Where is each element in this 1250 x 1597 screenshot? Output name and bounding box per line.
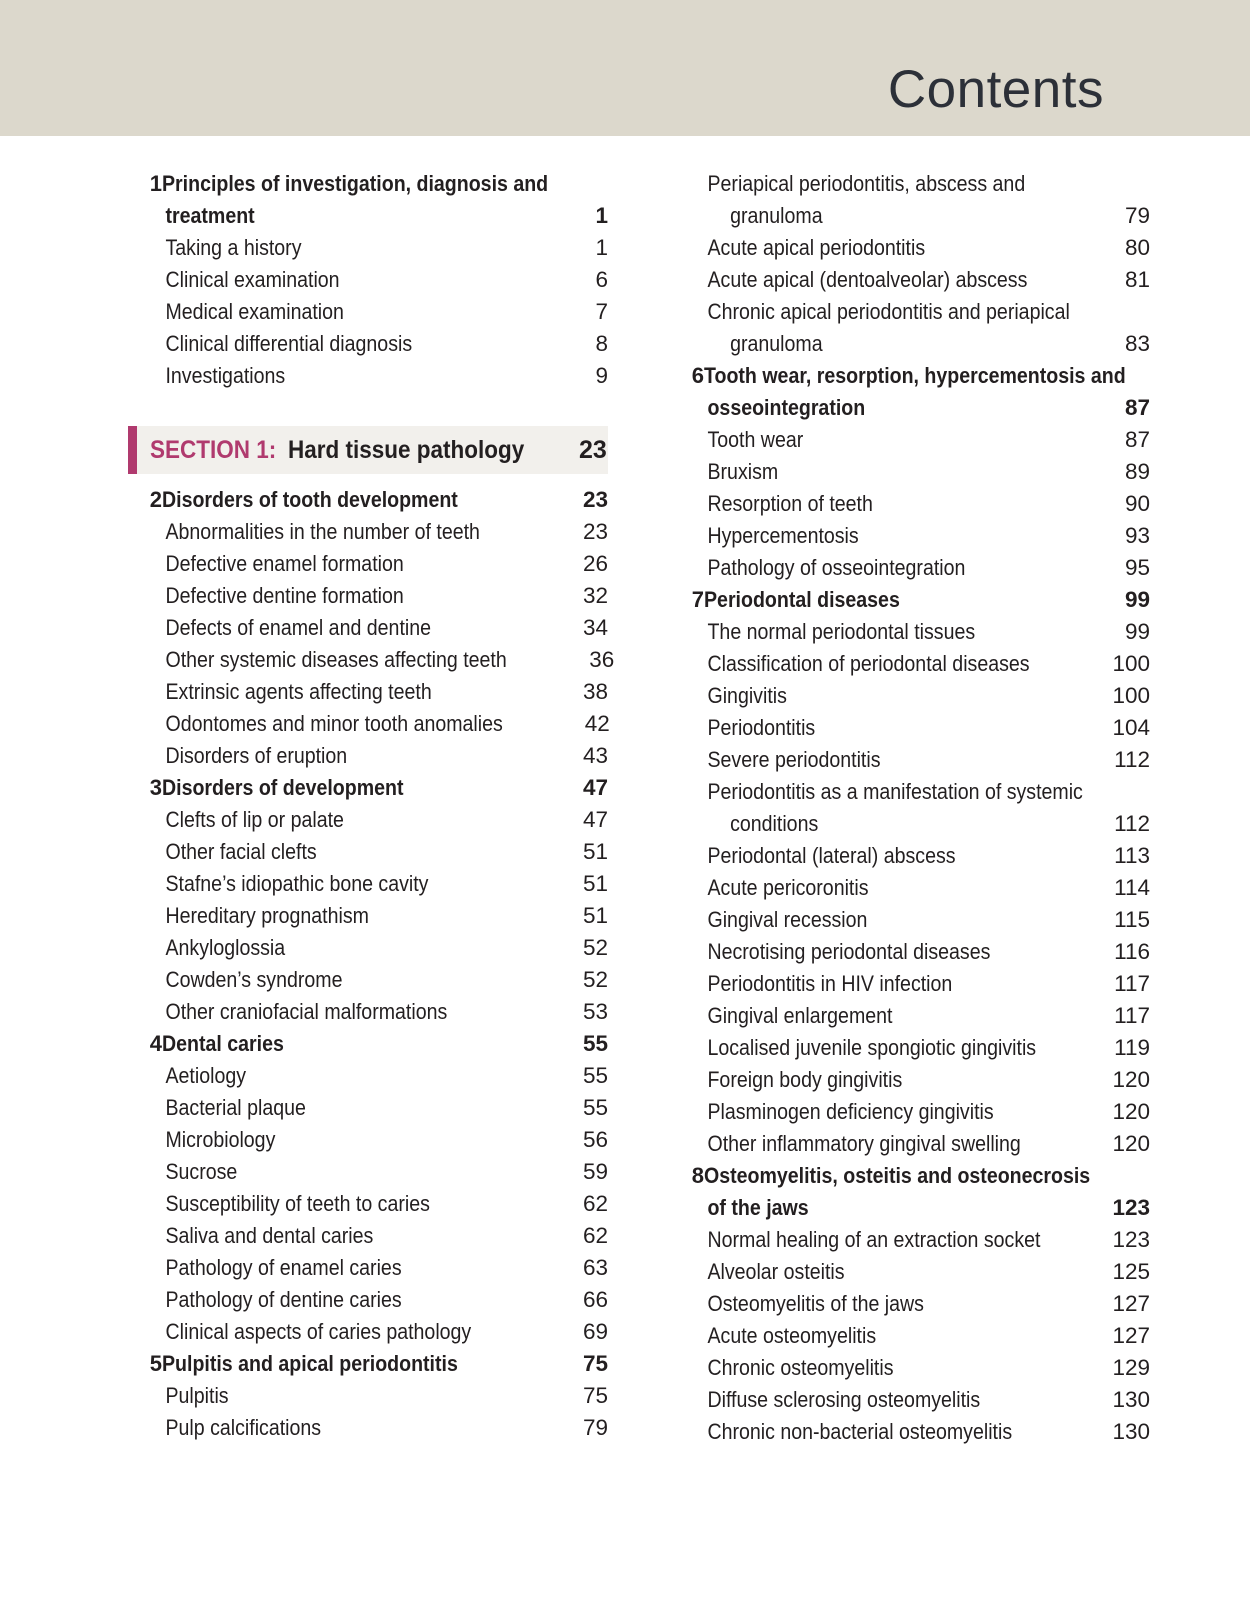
toc-entry-row[interactable] [670,744,1150,776]
toc-page-number: 62 [582,1191,608,1216]
toc-entry-label-acute-osteomyelitis: Acute osteomyelitis [707,1323,877,1348]
toc-page-number: 81 [1124,267,1150,292]
toc-page-number: 116 [1114,939,1150,964]
toc-entry-label-pathology-of-dentine-caries: Pathology of dentine caries [165,1287,402,1312]
toc-entry-label-granuloma: granuloma [730,331,823,356]
toc-entry-label-acute-pericoronitis: Acute pericoronitis [707,875,869,900]
toc-entry-label-disorders-of-tooth-development: Disorders of tooth development [162,487,458,512]
toc-page-number: 100 [1112,683,1150,708]
toc-page-number: 1 [595,203,608,228]
toc-chapter-row[interactable] [128,484,608,516]
toc-entry-row[interactable] [128,708,608,740]
toc-entry-label-principles-of-investigation-diagnosis-and: Principles of investigation, diagnosis and [162,171,549,196]
toc-page-number: 51 [582,871,608,896]
toc-chapter-number: 2 [149,487,162,512]
toc-page-number: 32 [582,583,608,608]
toc-page-number: 47 [582,807,608,832]
toc-entry-label-aetiology: Aetiology [165,1063,247,1088]
toc-page-number: 36 [589,647,615,672]
toc-chapter-row[interactable] [670,1160,1150,1192]
toc-entry-label-abnormalities-in-the-number-of-teeth: Abnormalities in the number of teeth [165,519,480,544]
section-banner[interactable] [128,426,608,474]
toc-page-number: 55 [582,1095,608,1120]
toc-page-number: 120 [1112,1067,1150,1092]
toc-page-number: 7 [595,299,608,324]
toc-entry-row[interactable] [128,1188,608,1220]
toc-entry-label-microbiology: Microbiology [165,1127,276,1152]
toc-page-number: 127 [1112,1291,1150,1316]
toc-entry-row[interactable] [670,1352,1150,1384]
toc-entry-row[interactable] [670,776,1150,808]
toc-page-number: 26 [582,551,608,576]
toc-entry-row[interactable] [670,904,1150,936]
toc-page-number: 83 [1124,331,1150,356]
toc-entry-row[interactable] [128,264,608,296]
toc-entry-label-necrotising-periodontal-diseases: Necrotising periodontal diseases [707,939,991,964]
toc-entry-row[interactable] [128,548,608,580]
toc-chapter-number: 3 [149,775,162,800]
toc-entry-label-of-the-jaws: of the jaws [707,1195,809,1220]
toc-entry-label-defective-dentine-formation: Defective dentine formation [165,583,404,608]
toc-entry-row[interactable] [128,1156,608,1188]
toc-column-left [128,168,615,1448]
toc-entry-row[interactable] [128,1220,608,1252]
toc-chapter-row[interactable] [670,584,1150,616]
toc-page-number: 51 [582,839,608,864]
toc-entry-row[interactable] [670,552,1150,584]
toc-entry-row[interactable] [128,360,608,392]
toc-page-number: 117 [1114,971,1150,996]
toc-entry-label-defects-of-enamel-and-dentine: Defects of enamel and dentine [165,615,432,640]
toc-page-number: 69 [582,1319,608,1344]
toc-entry-label-alveolar-osteitis: Alveolar osteitis [707,1259,845,1284]
toc-entry-label-pulpitis-and-apical-periodontitis: Pulpitis and apical periodontitis [162,1351,458,1376]
toc-entry-label-hypercementosis: Hypercementosis [707,523,859,548]
toc-entry-label-other-systemic-diseases-affecting-teeth: Other systemic diseases affecting teeth [165,647,507,672]
toc-page-number: 52 [582,935,608,960]
toc-entry-label-investigations: Investigations [165,363,286,388]
toc-entry-label-chronic-apical-periodontitis-and-periapical: Chronic apical periodontitis and periapical [707,299,1070,324]
toc-page-number: 130 [1112,1387,1150,1412]
toc-entry-row[interactable] [128,964,608,996]
toc-entry-row[interactable] [670,424,1150,456]
toc-entry-label-pulp-calcifications: Pulp calcifications [165,1415,322,1440]
toc-entry-label-clinical-differential-diagnosis: Clinical differential diagnosis [165,331,413,356]
toc-entry-label-periodontitis: Periodontitis [707,715,816,740]
toc-entry-row[interactable] [128,296,608,328]
toc-page-number: 1 [595,235,608,260]
toc-chapter-number: 5 [149,1351,162,1376]
toc-entry-label-periodontitis-in-hiv-infection: Periodontitis in HIV infection [707,971,953,996]
toc-chapter-number: 1 [149,171,162,196]
toc-entry-label-tooth-wear: Tooth wear [707,427,804,452]
toc-entry-row[interactable] [670,1384,1150,1416]
toc-entry-row[interactable] [670,840,1150,872]
toc-entry-row[interactable] [128,676,608,708]
toc-entry-label-extrinsic-agents-affecting-teeth: Extrinsic agents affecting teeth [165,679,432,704]
toc-page-number: 75 [582,1351,608,1376]
toc-entry-row[interactable] [128,1380,608,1412]
toc-entry-row[interactable] [670,1064,1150,1096]
toc-entry-row[interactable] [128,1060,608,1092]
toc-entry-label-other-facial-clefts: Other facial clefts [165,839,317,864]
toc-entry-label-osteomyelitis-of-the-jaws: Osteomyelitis of the jaws [707,1291,924,1316]
toc-entry-label-sucrose: Sucrose [165,1159,238,1184]
toc-entry-row[interactable] [128,328,608,360]
toc-entry-label-taking-a-history: Taking a history [165,235,302,260]
toc-entry-label-stafne-s-idiopathic-bone-cavity: Stafne’s idiopathic bone cavity [165,871,429,896]
toc-page-number: 95 [1124,555,1150,580]
toc-page-number: 55 [582,1031,608,1056]
toc-entry-row[interactable] [128,580,608,612]
toc-entry-row[interactable] [670,712,1150,744]
toc-chapter-number: 4 [149,1031,162,1056]
toc-entry-label-odontomes-and-minor-tooth-anomalies: Odontomes and minor tooth anomalies [165,711,503,736]
toc-chapter-row[interactable] [128,200,608,232]
toc-entry-row[interactable] [670,936,1150,968]
toc-entry-label-periodontitis-as-a-manifestation-of-systemic: Periodontitis as a manifestation of systemic [707,779,1083,804]
toc-entry-label-severe-periodontitis: Severe periodontitis [707,747,881,772]
toc-page-number: 79 [1124,203,1150,228]
toc-page-number: 63 [582,1255,608,1280]
toc-entry-row[interactable] [128,232,608,264]
toc-entry-row[interactable] [670,168,1150,200]
toc-entry-row[interactable] [670,872,1150,904]
toc-entry-row[interactable] [128,1412,608,1444]
toc-entry-row[interactable] [670,1224,1150,1256]
toc-entry-label-clinical-examination: Clinical examination [165,267,340,292]
toc-entry-label-acute-apical-dentoalveolar-abscess: Acute apical (dentoalveolar) abscess [707,267,1028,292]
toc-chapter-number: 8 [691,1163,704,1188]
toc-entry-label-osseointegration: osseointegration [707,395,866,420]
toc-entry-label-disorders-of-eruption: Disorders of eruption [165,743,348,768]
toc-page-number: 62 [582,1223,608,1248]
toc-page-number: 112 [1114,747,1150,772]
toc-entry-label-chronic-osteomyelitis: Chronic osteomyelitis [707,1355,894,1380]
toc-entry-row[interactable] [128,1316,608,1348]
toc-entry-label-ankyloglossia: Ankyloglossia [165,935,286,960]
toc-page-number: 123 [1112,1195,1150,1220]
toc-entry-label-periapical-periodontitis-abscess-and: Periapical periodontitis, abscess and [707,171,1026,196]
toc-page-number: 100 [1112,651,1150,676]
toc-entry-row[interactable] [670,296,1150,328]
toc-entry-label-disorders-of-development: Disorders of development [162,775,404,800]
toc-page-number: 117 [1114,1003,1150,1028]
toc-page-number: 51 [582,903,608,928]
toc-page-number: 90 [1124,491,1150,516]
toc-entry-row[interactable] [128,1124,608,1156]
toc-page-number: 120 [1112,1131,1150,1156]
toc-entry-label-gingival-enlargement: Gingival enlargement [707,1003,893,1028]
toc-page-number: 125 [1112,1259,1150,1284]
toc-entry-label-periodontal-diseases: Periodontal diseases [704,587,900,612]
toc-entry-label-pathology-of-osseointegration: Pathology of osseointegration [707,555,966,580]
toc-entry-row[interactable] [670,232,1150,264]
toc-entry-label-the-normal-periodontal-tissues: The normal periodontal tissues [707,619,976,644]
toc-entry-label-resorption-of-teeth: Resorption of teeth [707,491,873,516]
toc-entry-row[interactable] [670,520,1150,552]
section-title: Hard tissue pathology [288,435,525,464]
toc-page-number: 89 [1124,459,1150,484]
toc-entry-label-dental-caries: Dental caries [162,1031,284,1056]
toc-entry-label-clinical-aspects-of-caries-pathology: Clinical aspects of caries pathology [165,1319,472,1344]
toc-page-number: 130 [1112,1419,1150,1444]
toc-entry-row[interactable] [670,488,1150,520]
toc-page-number: 8 [595,331,608,356]
toc-page-number: 119 [1114,1035,1150,1060]
toc-entry-label-chronic-non-bacterial-osteomyelitis: Chronic non-bacterial osteomyelitis [707,1419,1013,1444]
toc-page-number: 79 [582,1415,608,1440]
toc-chapter-row[interactable] [128,1348,608,1380]
toc-entry-row[interactable] [670,648,1150,680]
toc-entry-row[interactable] [670,328,1150,360]
toc-entry-label-foreign-body-gingivitis: Foreign body gingivitis [707,1067,903,1092]
toc-entry-row[interactable] [128,996,608,1028]
page-title: Contents [887,60,1104,119]
toc-entry-row[interactable] [670,616,1150,648]
toc-entry-row[interactable] [128,804,608,836]
toc-page-number: 38 [582,679,608,704]
toc-page-number: 127 [1112,1323,1150,1348]
toc-entry-label-hereditary-prognathism: Hereditary prognathism [165,903,369,928]
toc-entry-row[interactable] [128,868,608,900]
toc-columns [0,168,1250,1448]
toc-chapter-row[interactable] [128,772,608,804]
toc-entry-row[interactable] [670,456,1150,488]
toc-entry-label-susceptibility-of-teeth-to-caries: Susceptibility of teeth to caries [165,1191,430,1216]
toc-page-number: 120 [1112,1099,1150,1124]
toc-entry-label-pathology-of-enamel-caries: Pathology of enamel caries [165,1255,402,1280]
toc-page-number: 123 [1112,1227,1150,1252]
toc-page-number: 42 [584,711,610,736]
toc-page-number: 99 [1124,587,1150,612]
toc-chapter-row[interactable] [128,1028,608,1060]
section-accent-bar [128,426,137,474]
toc-page-number: 6 [595,267,608,292]
toc-page-number: 53 [582,999,608,1024]
toc-entry-row[interactable] [128,1092,608,1124]
toc-entry-label-classification-of-periodontal-diseases: Classification of periodontal diseases [707,651,1030,676]
toc-entry-row[interactable] [128,612,608,644]
toc-page-number: 87 [1124,395,1150,420]
toc-page-number: 129 [1112,1355,1150,1380]
toc-entry-row[interactable] [670,1320,1150,1352]
toc-page-number: 104 [1112,715,1150,740]
toc-page-number: 43 [582,743,608,768]
toc-entry-label-other-inflammatory-gingival-swelling: Other inflammatory gingival swelling [707,1131,1021,1156]
toc-entry-label-tooth-wear-resorption-hypercementosis-and: Tooth wear, resorption, hypercementosis and [704,363,1126,388]
toc-chapter-row[interactable] [670,1192,1150,1224]
toc-page-number: 47 [582,775,608,800]
toc-entry-label-defective-enamel-formation: Defective enamel formation [165,551,404,576]
toc-entry-row[interactable] [670,1288,1150,1320]
toc-entry-row[interactable] [128,932,608,964]
toc-chapter-number: 7 [691,587,704,612]
toc-entry-row[interactable] [670,1256,1150,1288]
toc-page-number: 87 [1124,427,1150,452]
toc-entry-row[interactable] [670,200,1150,232]
toc-page-number: 55 [582,1063,608,1088]
toc-entry-label-acute-apical-periodontitis: Acute apical periodontitis [707,235,926,260]
toc-page-number: 114 [1114,875,1150,900]
toc-entry-row[interactable] [670,1032,1150,1064]
toc-entry-label-periodontal-lateral-abscess: Periodontal (lateral) abscess [707,843,956,868]
toc-entry-row[interactable] [128,900,608,932]
toc-entry-row[interactable] [128,644,615,676]
toc-entry-label-localised-juvenile-spongiotic-gingivitis: Localised juvenile spongiotic gingivitis [707,1035,1037,1060]
section-page-number: 23 [579,435,607,464]
toc-entry-row[interactable] [670,1096,1150,1128]
toc-page-number: 112 [1114,811,1150,836]
toc-entry-label-pulpitis: Pulpitis [165,1383,229,1408]
toc-column-right [670,168,1150,1448]
toc-entry-label-gingivitis: Gingivitis [707,683,787,708]
toc-chapter-number: 6 [691,363,704,388]
toc-page-number: 9 [595,363,608,388]
toc-page-number: 34 [582,615,608,640]
toc-entry-label-granuloma: granuloma [730,203,823,228]
toc-entry-row[interactable] [128,1284,608,1316]
toc-entry-row[interactable] [670,1416,1150,1448]
toc-chapter-row[interactable] [128,168,608,200]
toc-entry-row[interactable] [128,740,608,772]
toc-entry-label-bruxism: Bruxism [707,459,779,484]
toc-page-number: 66 [582,1287,608,1312]
toc-entry-row[interactable] [670,264,1150,296]
toc-page-number: 99 [1124,619,1150,644]
toc-entry-row[interactable] [670,1128,1150,1160]
toc-page-number: 52 [582,967,608,992]
toc-page-number: 23 [582,519,608,544]
toc-entry-row[interactable] [128,516,608,548]
toc-entry-row[interactable] [670,808,1150,840]
toc-entry-label-treatment: treatment [165,203,255,228]
toc-page-number: 113 [1114,843,1150,868]
toc-page-number: 115 [1114,907,1150,932]
toc-entry-label-gingival-recession: Gingival recession [707,907,868,932]
section-number-label: SECTION 1: [150,435,277,464]
toc-entry-label-clefts-of-lip-or-palate: Clefts of lip or palate [165,807,344,832]
toc-entry-label-plasminogen-deficiency-gingivitis: Plasminogen deficiency gingivitis [707,1099,994,1124]
toc-entry-label-cowden-s-syndrome: Cowden’s syndrome [165,967,343,992]
toc-entry-label-saliva-and-dental-caries: Saliva and dental caries [165,1223,374,1248]
toc-entry-label-conditions: conditions [730,811,819,836]
toc-page-number: 93 [1124,523,1150,548]
toc-entry-label-medical-examination: Medical examination [165,299,344,324]
toc-entry-row[interactable] [128,1252,608,1284]
toc-chapter-row[interactable] [670,392,1150,424]
toc-entry-row[interactable] [670,680,1150,712]
toc-entry-label-bacterial-plaque: Bacterial plaque [165,1095,306,1120]
toc-page-number: 56 [582,1127,608,1152]
toc-page-number: 80 [1124,235,1150,260]
toc-chapter-row[interactable] [670,360,1150,392]
toc-page-number: 75 [582,1383,608,1408]
toc-entry-row[interactable] [670,1000,1150,1032]
toc-page-number: 23 [582,487,608,512]
toc-entry-row[interactable] [670,968,1150,1000]
toc-entry-label-osteomyelitis-osteitis-and-osteonecrosis: Osteomyelitis, osteitis and osteonecrosis [704,1163,1091,1188]
toc-entry-label-normal-healing-of-an-extraction-socket: Normal healing of an extraction socket [707,1227,1041,1252]
toc-entry-label-diffuse-sclerosing-osteomyelitis: Diffuse sclerosing osteomyelitis [707,1387,981,1412]
toc-entry-row[interactable] [128,836,608,868]
toc-page-number: 59 [582,1159,608,1184]
toc-entry-label-other-craniofacial-malformations: Other craniofacial malformations [165,999,448,1024]
